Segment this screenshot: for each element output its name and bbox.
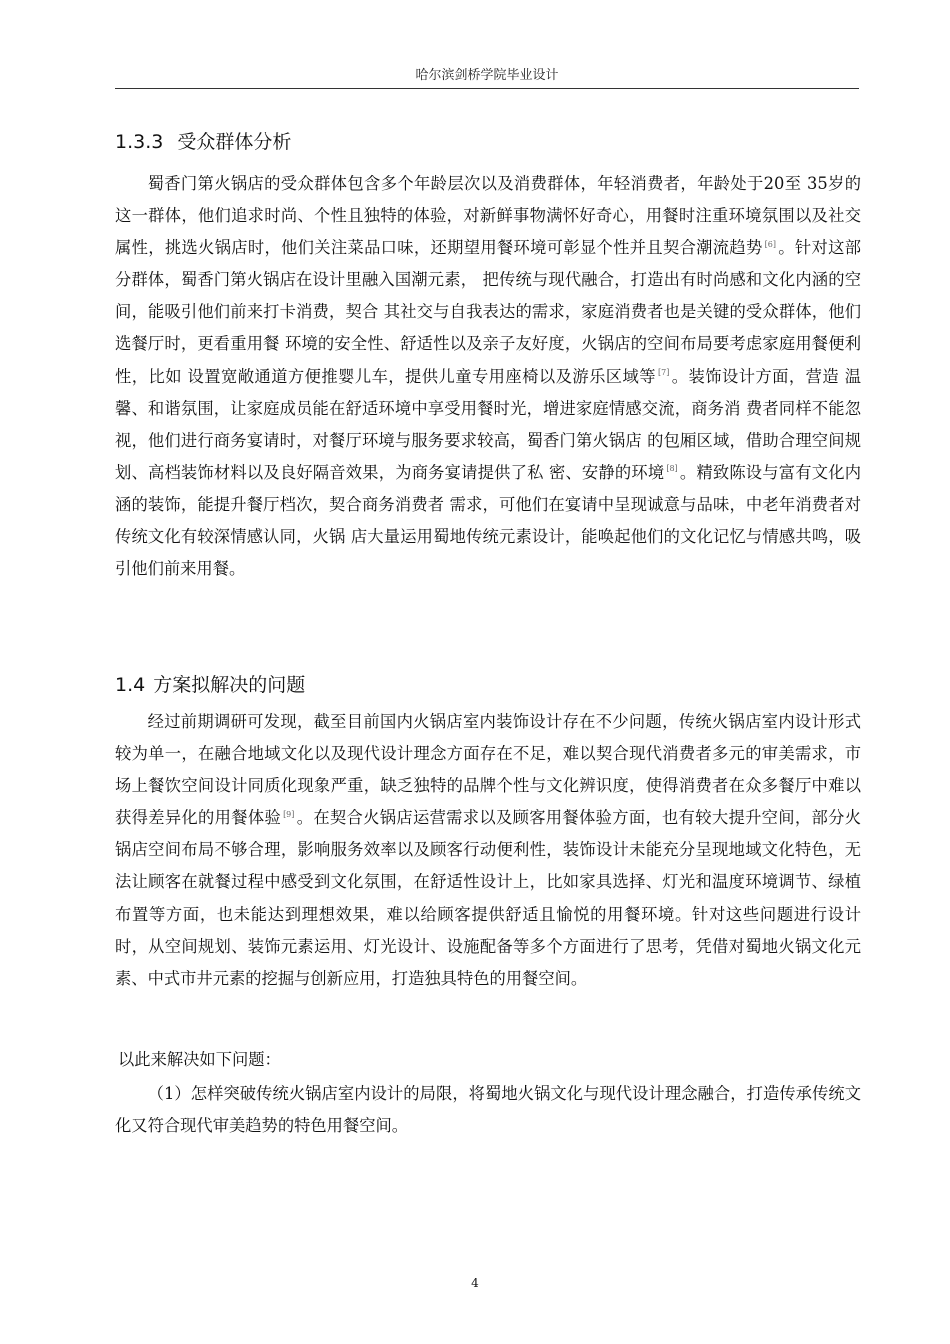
- section-heading-1-3-3: [115, 127, 291, 154]
- section-number: 1.3.3: [115, 131, 164, 153]
- citation-ref: [6]: [764, 239, 776, 249]
- paragraph-problems: [115, 706, 861, 995]
- problem-list-intro: 以此来解决如下问题：: [118, 1050, 281, 1069]
- paragraph-text: 。精致陈设与富有文化内涵的装饰，能提升餐厅档次，契合商务消费者 需求，可他们在宴请中呈现诚意与品味，中老年消费者对传统文化有较深情感认同，火锅 店大量运用蜀地传统元素设计，能唤起他们的文化记忆与情感共鸣，吸引他们前来用餐。: [115, 462, 861, 579]
- page-header: 哈尔滨剑桥学院毕业设计: [415, 68, 559, 83]
- section-title: 受众群体分析: [177, 131, 292, 153]
- page-number: 4: [471, 1276, 479, 1290]
- header-divider: [115, 88, 859, 89]
- citation-ref: [7]: [657, 368, 670, 378]
- problem-item-1: （1）怎样突破传统火锅店室内设计的局限，将蜀地火锅文化与现代设计理念融合，打造传承传统文化又符合现代审美趋势的特色用餐空间。: [115, 1084, 861, 1136]
- paragraph-text: 经过前期调研可发现，截至目前国内火锅店室内装饰设计存在不少问题，传统火锅店室内设计形式较为单一，在融合地域文化以及现代设计理念方面存在不足，难以契合现代消费者多元的审美需求，市场上餐饮空间设计同质化现象严重，缺乏独特的品牌个性与文化辨识度，使得消费者在众多餐厅中难以获得差异化的用餐体验: [115, 712, 861, 828]
- section-number: 1.4: [115, 674, 146, 696]
- paragraph-text: 。针对这部分群体，蜀香门第火锅店在设计里融入国潮元素， 把传统与现代融合，打造出有时尚感和文化内涵的空间，能吸引他们前来打卡消费，契合 其社交与自我表达的需求，家庭消费者也是关键的受众群体，他们选餐厅时，更看重用餐 环境的安全性、舒适性以及亲子友好度，火锅店的空间布局要考虑家庭用餐便利性，比如 设置宽敞通道方便推婴儿车，提供儿童专用座椅以及游乐区域等: [115, 238, 861, 386]
- section-heading-1-4: [115, 670, 305, 697]
- paragraph-text: 。在契合火锅店运营需求以及顾客用餐体验方面，也有较大提升空间，部分火锅店空间布局不够合理，影响服务效率以及顾客行动便利性，装饰设计未能充分呈现地域文化特色，无法让顾客在就餐过程中感受到文化氛围，在舒适性设计上，比如家具选择、灯光和温度环境调节、绿植布置等方面，也未能达到理想效果，难以给顾客提供舒适且愉悦的用餐环境。针对这些问题进行设计时，从空间规划、装饰元素运用、灯光设计、设施配备等多个方面进行了思考，凭借对蜀地火锅文化元素、中式市井元素的挖掘与创新应用，打造独具特色的用餐空间。: [115, 808, 861, 988]
- paragraph-text: 蜀香门第火锅店的受众群体包含多个年龄层次以及消费群体，年轻消费者，年龄处于20至 35岁的这一群体，他们追求时尚、个性且独特的体验，对新鲜事物满怀好奇心，用餐时注重环境氛围以及社交属性，挑选火锅店时，他们关注菜品口味，还期望用餐环境可彰显个性并且契合潮流趋势: [115, 174, 861, 258]
- citation-ref: [9]: [283, 809, 295, 819]
- paragraph-audience-analysis: [115, 168, 861, 585]
- citation-ref: [8]: [666, 464, 678, 474]
- section-title: 方案拟解决的问题: [153, 674, 306, 696]
- paragraph-text: 。装饰设计方面，营造 温馨、和谐氛围，让家庭成员能在舒适环境中享受用餐时光，增进家庭情感交流，商务消 费者同样不能忽视，他们进行商务宴请时，对餐厅环境与服务要求较高，蜀香门第火锅店 的包厢区域，借助合理空间规划、高档装饰材料以及良好隔音效果，为商务宴请提供了私 密、安静的环境: [115, 366, 861, 482]
